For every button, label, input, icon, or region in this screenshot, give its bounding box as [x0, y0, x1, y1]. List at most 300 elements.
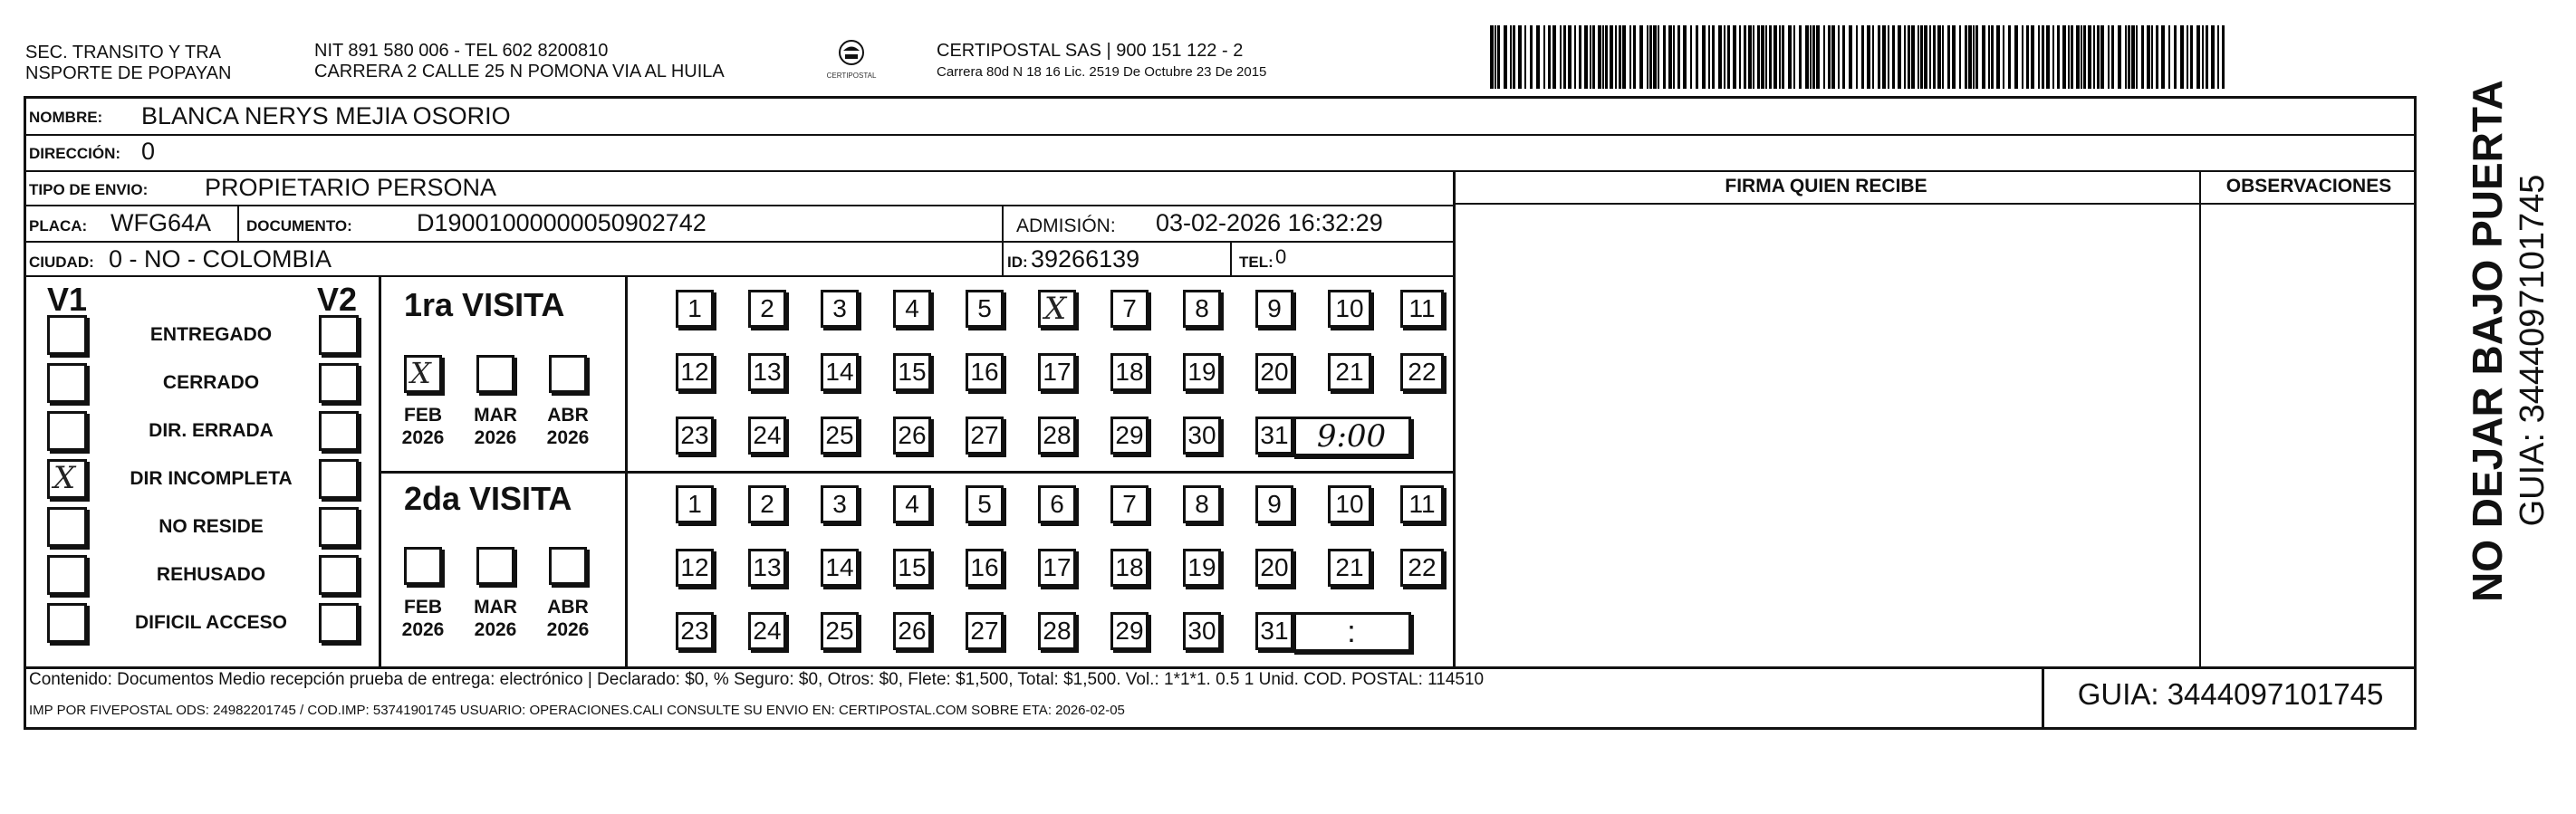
license-line: Carrera 80d N 18 16 Lic. 2519 De Octubre 23 De 2015	[937, 64, 1267, 80]
day-box[interactable]: 4	[893, 485, 931, 523]
barcode-bar	[1560, 25, 1562, 89]
barcode-bar	[1683, 25, 1687, 89]
first-visit-label: 1ra VISITA	[404, 286, 565, 323]
day-box[interactable]: 31	[1255, 417, 1293, 455]
day-box[interactable]: 18	[1110, 353, 1149, 391]
observaciones-label: OBSERVACIONES	[2201, 170, 2417, 205]
barcode-bar	[2187, 25, 2188, 89]
barcode-bar	[2190, 25, 2193, 89]
documento-label: DOCUMENTO:	[246, 217, 352, 235]
footer-guia: GUIA: 3444097101745	[2077, 677, 2384, 711]
barcode-bar	[1548, 25, 1551, 89]
barcode-bar	[1673, 25, 1675, 89]
v2-checkbox-cerrado[interactable]	[319, 363, 359, 403]
day-box[interactable]: 15	[893, 353, 931, 391]
v2-checkbox-dir-errada[interactable]	[319, 411, 359, 451]
placa-value: WFG64A	[111, 209, 212, 236]
side-text	[2424, 80, 2552, 634]
barcode-bar	[1708, 25, 1710, 89]
time-box[interactable]: :	[1292, 612, 1411, 652]
barcode-bar	[2081, 25, 2082, 89]
sender-address: CARRERA 2 CALLE 25 N POMONA VIA AL HUILA	[314, 62, 725, 81]
day-box[interactable]: 19	[1183, 353, 1221, 391]
barcode-bar	[2147, 25, 2150, 89]
barcode-bar	[1856, 25, 1858, 89]
day-box[interactable]: 8	[1183, 290, 1221, 328]
nombre-row	[25, 101, 2417, 134]
barcode-bar	[1929, 25, 1931, 89]
day-box[interactable]: 19	[1183, 549, 1221, 587]
divider	[379, 471, 1453, 474]
month-label: ABR 2026	[546, 597, 590, 640]
v1-checkbox-rehusado[interactable]	[47, 555, 87, 595]
direccion-label: DIRECCIÓN:	[29, 145, 121, 162]
barcode-bar	[1782, 25, 1784, 89]
barcode-bar	[2068, 25, 2070, 89]
month-checkbox-abr[interactable]	[549, 355, 587, 393]
barcode-bar	[1805, 25, 1809, 89]
day-box[interactable]: 20	[1255, 353, 1293, 391]
barcode-bar	[1605, 25, 1608, 89]
barcode-bar	[1816, 25, 1820, 89]
v1-checkbox-dir-incompleta[interactable]	[47, 459, 87, 499]
barcode-bar	[1739, 25, 1741, 89]
barcode-bar	[1702, 25, 1706, 89]
barcode-bar	[1490, 25, 1494, 89]
day-box[interactable]: 10	[1328, 290, 1371, 328]
barcode-bar	[1920, 25, 1923, 89]
day-box[interactable]: 1	[676, 485, 714, 523]
sender-name-line1: SEC. TRANSITO Y TRA	[25, 43, 221, 62]
v1-checkbox-dir-errada[interactable]	[47, 411, 87, 451]
v1-checkbox-cerrado[interactable]	[47, 363, 87, 403]
barcode-bar	[2100, 25, 2104, 89]
day-box[interactable]: 24	[748, 612, 786, 650]
barcode-bar	[1838, 25, 1840, 89]
nombre-value: BLANCA NERYS MEJIA OSORIO	[141, 102, 511, 129]
barcode-bar	[1831, 25, 1835, 89]
barcode-bar	[1888, 25, 1889, 89]
barcode-bar	[1982, 25, 1985, 89]
day-box[interactable]: 23	[676, 417, 714, 455]
barcode-bar	[2052, 25, 2054, 89]
day-box[interactable]: 10	[1328, 485, 1371, 523]
barcode-bar	[1904, 25, 1906, 89]
nombre-label: NOMBRE:	[29, 109, 103, 126]
barcode-bar	[1663, 25, 1666, 89]
day-box[interactable]: 26	[893, 612, 931, 650]
barcode-bar	[2222, 25, 2225, 89]
v1-checkbox-dificil-acceso[interactable]	[47, 603, 87, 643]
barcode-bar	[2042, 25, 2044, 89]
barcode-bar	[1622, 25, 1626, 89]
day-box[interactable]: 17	[1038, 549, 1076, 587]
barcode-bar	[1892, 25, 1895, 89]
barcode-bar	[1598, 25, 1601, 89]
day-box[interactable]: 29	[1110, 612, 1149, 650]
barcode-bar	[1497, 25, 1500, 89]
divider	[237, 206, 239, 241]
barcode-bar	[1563, 25, 1566, 89]
barcode-bar	[2076, 25, 2080, 89]
month-checkbox-feb[interactable]	[404, 547, 442, 585]
barcode-bar	[1937, 25, 1941, 89]
day-box[interactable]: 5	[966, 290, 1004, 328]
barcode-bar	[2008, 25, 2011, 89]
divider	[1230, 243, 1232, 277]
barcode-bar	[1761, 25, 1764, 89]
barcode-bar	[1696, 25, 1698, 89]
barcode-bar	[1878, 25, 1880, 89]
barcode-bar	[1602, 25, 1604, 89]
day-box[interactable]: 6	[1038, 485, 1076, 523]
barcode-bar	[1619, 25, 1621, 89]
company-line: CERTIPOSTAL SAS | 900 151 122 - 2	[937, 41, 1244, 61]
barcode-bar	[1615, 25, 1617, 89]
barcode-bar	[1968, 25, 1972, 89]
barcode-bar	[1718, 25, 1722, 89]
day-box[interactable]: 7	[1110, 290, 1149, 328]
barcode-bar	[2062, 25, 2066, 89]
barcode-bar	[1812, 25, 1815, 89]
barcode-bar	[1842, 25, 1845, 89]
barcode-bar	[1568, 25, 1572, 89]
barcode-bar	[2022, 25, 2023, 89]
day-box[interactable]: 8	[1183, 485, 1221, 523]
barcode-bar	[2014, 25, 2018, 89]
barcode-bar	[1942, 25, 1944, 89]
month-label: FEB 2026	[401, 597, 445, 640]
barcode-bar	[1733, 25, 1736, 89]
barcode-bar	[1579, 25, 1581, 89]
barcode-bar	[1727, 25, 1730, 89]
month-checkbox-mar[interactable]	[476, 355, 514, 393]
barcode-bar	[1690, 25, 1692, 89]
handwritten-mark: X	[1044, 291, 1067, 327]
barcode-bar	[2097, 25, 2100, 89]
day-box[interactable]: 9	[1255, 290, 1293, 328]
barcode-bar	[1543, 25, 1545, 89]
barcode-bar	[1552, 25, 1556, 89]
placa-row	[25, 205, 1453, 241]
second-visit-label: 2da VISITA	[404, 480, 572, 517]
barcode-bar	[1975, 25, 1978, 89]
day-box[interactable]: 26	[893, 417, 931, 455]
status-label: ENTREGADO	[149, 324, 273, 345]
day-box[interactable]: 13	[748, 549, 786, 587]
barcode-bar	[2031, 25, 2034, 89]
barcode-bar	[2111, 25, 2114, 89]
firma-label: FIRMA QUIEN RECIBE	[1453, 170, 2199, 205]
barcode-bar	[1898, 25, 1901, 89]
v1-checkbox-entregado[interactable]	[47, 315, 87, 355]
barcode-bar	[2038, 25, 2040, 89]
barcode-bar	[1793, 25, 1795, 89]
tipo-row	[25, 170, 1453, 205]
day-box[interactable]: 30	[1183, 612, 1221, 650]
barcode-bar	[2071, 25, 2073, 89]
day-box[interactable]: 24	[748, 417, 786, 455]
barcode-bar	[2206, 25, 2208, 89]
divider	[1002, 206, 1004, 241]
day-box[interactable]: 23	[676, 612, 714, 650]
month-label: ABR 2026	[546, 405, 590, 448]
day-box[interactable]: 30	[1183, 417, 1221, 455]
barcode-bar	[2083, 25, 2086, 89]
barcode-bar	[2168, 25, 2170, 89]
barcode	[1490, 25, 2233, 89]
barcode-bar	[1908, 25, 1910, 89]
day-box[interactable]: 27	[966, 417, 1004, 455]
v2-label: V2	[317, 281, 358, 318]
tipo-label: TIPO DE ENVIO:	[29, 181, 149, 198]
barcode-bar	[1924, 25, 1927, 89]
contenido-text: Contenido: Documentos Medio recepción prueba de entrega: electrónico | Declarado: $0, % Seguro: $0, Otros: $0, Flete: $1,500, Total: $1,500. Vol.: 1*1*1. 0.5 1 Unid. COD. POSTAL: 114510	[29, 670, 1485, 689]
divider	[1002, 243, 1004, 277]
handwritten-mark: X	[53, 460, 76, 496]
day-box[interactable]: 22	[1400, 549, 1444, 587]
day-box[interactable]: 18	[1110, 549, 1149, 587]
day-box[interactable]: 12	[676, 353, 714, 391]
barcode-bar	[1658, 25, 1659, 89]
v2-checkbox-entregado[interactable]	[319, 315, 359, 355]
v2-checkbox-dificil-acceso[interactable]	[319, 603, 359, 643]
v2-checkbox-rehusado[interactable]	[319, 555, 359, 595]
day-box[interactable]: 9	[1255, 485, 1293, 523]
barcode-bar	[1769, 25, 1772, 89]
v2-checkbox-no-reside[interactable]	[319, 507, 359, 547]
barcode-bar	[1965, 25, 1967, 89]
barcode-bar	[1724, 25, 1725, 89]
barcode-bar	[1633, 25, 1636, 89]
status-label: DIR INCOMPLETA	[130, 468, 293, 489]
day-box[interactable]: 3	[821, 485, 859, 523]
barcode-bar	[2131, 25, 2135, 89]
month-checkbox-mar[interactable]	[476, 547, 514, 585]
month-label: MAR 2026	[474, 405, 517, 448]
barcode-bar	[1495, 25, 1496, 89]
day-box[interactable]: 4	[893, 290, 931, 328]
tel-value: 0	[1275, 245, 1287, 268]
barcode-bar	[2141, 25, 2144, 89]
barcode-bar	[1823, 25, 1825, 89]
barcode-bar	[1629, 25, 1631, 89]
barcode-bar	[1592, 25, 1595, 89]
barcode-bar	[1757, 25, 1760, 89]
barcode-bar	[2180, 25, 2184, 89]
barcode-bar	[1799, 25, 1802, 89]
barcode-bar	[1518, 25, 1522, 89]
barcode-bar	[1513, 25, 1515, 89]
barcode-bar	[2088, 25, 2091, 89]
status-label: CERRADO	[162, 372, 260, 393]
barcode-bar	[1810, 25, 1812, 89]
day-box[interactable]: 13	[748, 353, 786, 391]
side-warning: NO DEJAR BAJO PUERTA	[2464, 80, 2511, 602]
barcode-bar	[2174, 25, 2177, 89]
v1-checkbox-no-reside[interactable]	[47, 507, 87, 547]
day-box[interactable]: 2	[748, 290, 786, 328]
barcode-bar	[1973, 25, 1975, 89]
barcode-bar	[2125, 25, 2127, 89]
day-box[interactable]: 15	[893, 549, 931, 587]
barcode-bar	[2196, 25, 2200, 89]
barcode-bar	[1530, 25, 1533, 89]
barcode-bar	[2136, 25, 2138, 89]
day-box[interactable]: 12	[676, 549, 714, 587]
barcode-bar	[1988, 25, 1990, 89]
day-box[interactable]: 16	[966, 353, 1004, 391]
day-box[interactable]: 25	[821, 417, 859, 455]
barcode-bar	[1504, 25, 1507, 89]
day-box[interactable]	[1038, 290, 1076, 328]
barcode-bar	[1788, 25, 1792, 89]
admision-label: ADMISIÓN:	[1016, 215, 1116, 236]
day-box[interactable]: 31	[1255, 612, 1293, 650]
barcode-bar	[1773, 25, 1777, 89]
svg-text:CERTIPOSTAL: CERTIPOSTAL	[826, 72, 877, 80]
v2-checkbox-dir-incompleta[interactable]	[319, 459, 359, 499]
barcode-bar	[1524, 25, 1526, 89]
barcode-bar	[1748, 25, 1752, 89]
barcode-bar	[2057, 25, 2060, 89]
barcode-bar	[1744, 25, 1746, 89]
status-label: NO RESIDE	[159, 516, 264, 537]
status-label: DIR. ERRADA	[149, 420, 274, 441]
barcode-bar	[1952, 25, 1956, 89]
day-box[interactable]: 28	[1038, 612, 1076, 650]
barcode-bar	[1959, 25, 1961, 89]
v1-label: V1	[47, 281, 88, 318]
day-box[interactable]: 16	[966, 549, 1004, 587]
barcode-bar	[2093, 25, 2095, 89]
handwritten-mark: X	[410, 356, 431, 390]
barcode-bar	[2118, 25, 2121, 89]
status-label: DIFICIL ACCESO	[134, 612, 287, 633]
barcode-bar	[1639, 25, 1643, 89]
barcode-bar	[2026, 25, 2029, 89]
day-box[interactable]: 21	[1328, 353, 1371, 391]
barcode-bar	[1765, 25, 1767, 89]
barcode-bar	[1828, 25, 1831, 89]
day-box[interactable]: 3	[821, 290, 859, 328]
barcode-bar	[2046, 25, 2050, 89]
day-box[interactable]: 22	[1400, 353, 1444, 391]
barcode-bar	[2202, 25, 2204, 89]
barcode-bar	[1947, 25, 1950, 89]
ciudad-row	[25, 241, 1453, 277]
id-label: ID:	[1007, 254, 1028, 271]
divider	[24, 666, 2417, 669]
barcode-bar	[1872, 25, 1874, 89]
side-guia: GUIA: 3444097101745	[2514, 174, 2552, 527]
tipo-value: PROPIETARIO PERSONA	[205, 174, 497, 201]
status-label: REHUSADO	[156, 564, 266, 585]
barcode-bar	[2161, 25, 2165, 89]
ciudad-label: CIUDAD:	[29, 254, 94, 271]
barcode-bar	[1584, 25, 1588, 89]
day-box[interactable]: 14	[821, 353, 859, 391]
direccion-value: 0	[141, 138, 156, 165]
day-box[interactable]: 1	[676, 290, 714, 328]
month-checkbox-abr[interactable]	[549, 547, 587, 585]
sender-name-line2: NSPORTE DE POPAYAN	[25, 63, 232, 83]
day-box[interactable]: 29	[1110, 417, 1149, 455]
barcode-bar	[1991, 25, 1994, 89]
barcode-bar	[1867, 25, 1870, 89]
placa-label: PLACA:	[29, 217, 88, 235]
tel-label: TEL:	[1239, 254, 1274, 271]
day-box[interactable]: 27	[966, 612, 1004, 650]
barcode-bar	[1574, 25, 1576, 89]
day-box[interactable]: 17	[1038, 353, 1076, 391]
month-checkbox-feb[interactable]	[404, 355, 442, 393]
barcode-bar	[1649, 25, 1652, 89]
barcode-bar	[1677, 25, 1680, 89]
divider	[2042, 666, 2044, 730]
day-box[interactable]: 25	[821, 612, 859, 650]
imp-text: IMP POR FIVEPOSTAL ODS: 24982201745 / COD.IMP: 53741901745 USUARIO: OPERACIONES.CALI CONSULTE SU ENVIO EN: CERTIPOSTAL.COM SOBRE ETA: 2026-02-05	[29, 703, 1125, 718]
barcode-bar	[1647, 25, 1648, 89]
documento-value: D19001000000050902742	[417, 209, 706, 236]
day-box[interactable]: 11	[1400, 290, 1444, 328]
barcode-bar	[1753, 25, 1754, 89]
day-box[interactable]: 21	[1328, 549, 1371, 587]
barcode-bar	[2156, 25, 2158, 89]
barcode-bar	[2211, 25, 2215, 89]
day-box[interactable]: 7	[1110, 485, 1149, 523]
sender-nit: NIT 891 580 006 - TEL 602 8200810	[314, 41, 609, 61]
day-box[interactable]: 2	[748, 485, 786, 523]
barcode-bar	[1911, 25, 1915, 89]
barcode-bar	[1933, 25, 1936, 89]
signature-area	[1453, 170, 2417, 666]
barcode-bar	[2217, 25, 2219, 89]
day-box[interactable]: 11	[1400, 485, 1444, 523]
barcode-bar	[1918, 25, 1919, 89]
day-box[interactable]: 28	[1038, 417, 1076, 455]
direccion-row	[25, 134, 2417, 170]
barcode-bar	[2151, 25, 2153, 89]
day-box[interactable]: 5	[966, 485, 1004, 523]
barcode-bar	[1712, 25, 1715, 89]
barcode-bar	[1510, 25, 1512, 89]
month-label: FEB 2026	[401, 405, 445, 448]
certipostal-logo	[815, 36, 888, 83]
barcode-bar	[1996, 25, 2000, 89]
month-label: MAR 2026	[474, 597, 517, 640]
day-box[interactable]: 14	[821, 549, 859, 587]
admision-value: 03-02-2026 16:32:29	[1156, 209, 1383, 236]
barcode-bar	[1668, 25, 1672, 89]
time-box[interactable]: 9:00	[1292, 417, 1411, 456]
barcode-bar	[1590, 25, 1591, 89]
id-value: 39266139	[1031, 245, 1140, 273]
day-box[interactable]: 20	[1255, 549, 1293, 587]
barcode-bar	[2108, 25, 2110, 89]
barcode-bar	[2003, 25, 2004, 89]
barcode-bar	[2128, 25, 2130, 89]
column-divider	[2199, 170, 2201, 666]
barcode-bar	[1882, 25, 1886, 89]
barcode-bar	[1610, 25, 1613, 89]
barcode-bar	[1653, 25, 1657, 89]
barcode-bar	[1536, 25, 1540, 89]
ciudad-value: 0 - NO - COLOMBIA	[109, 245, 332, 273]
barcode-bar	[1849, 25, 1852, 89]
barcode-bar	[1779, 25, 1781, 89]
barcode-bar	[1861, 25, 1864, 89]
